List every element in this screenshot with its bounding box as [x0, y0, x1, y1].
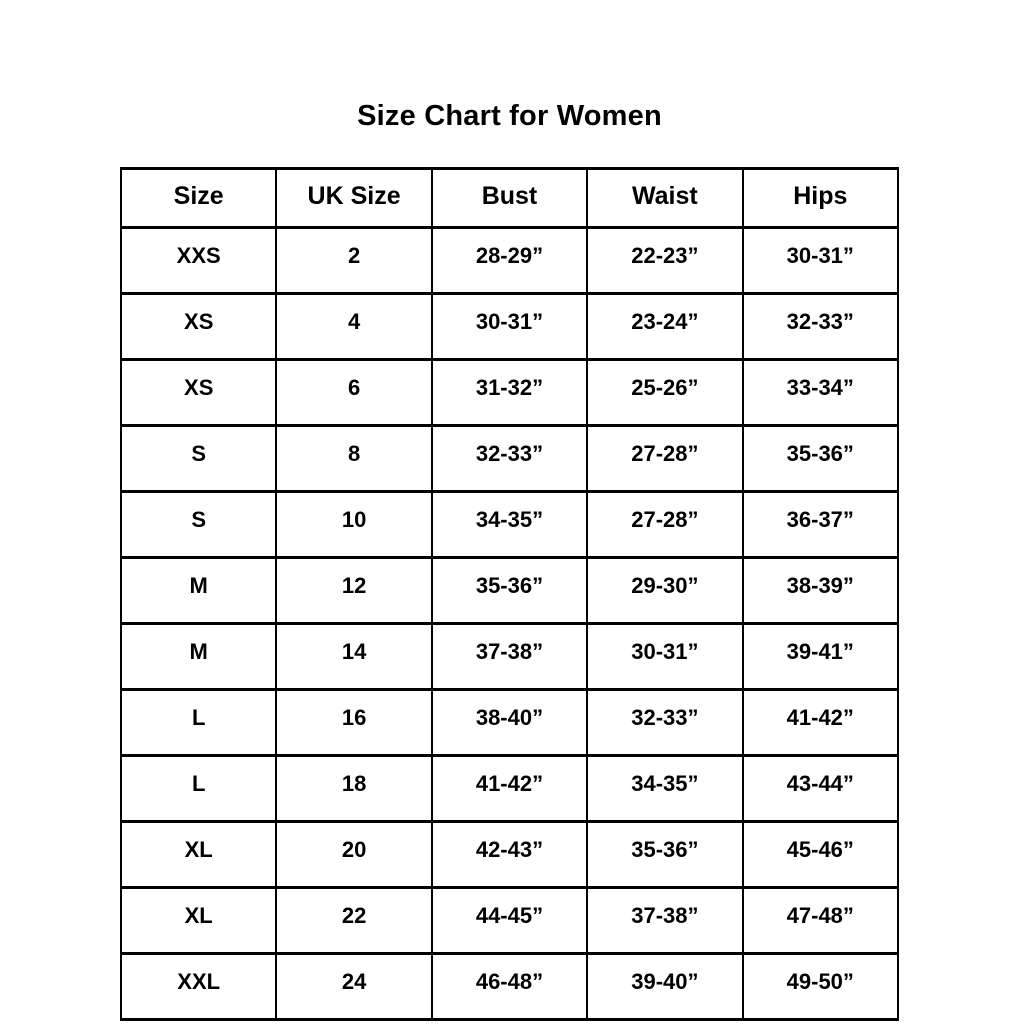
- column-header-bust: Bust: [432, 169, 587, 228]
- table-cell: 31-32”: [432, 360, 587, 426]
- page-title: Size Chart for Women: [357, 100, 662, 132]
- column-header-waist: Waist: [587, 169, 742, 228]
- table-cell: 38-39”: [743, 558, 898, 624]
- table-cell: 49-50”: [743, 954, 898, 1020]
- table-cell: 12: [276, 558, 431, 624]
- table-cell: 39-40”: [587, 954, 742, 1020]
- table-cell: 29-30”: [587, 558, 742, 624]
- table-cell: 38-40”: [432, 690, 587, 756]
- table-cell: 4: [276, 294, 431, 360]
- table-cell: 16: [276, 690, 431, 756]
- table-header: [121, 169, 898, 228]
- table-cell: 42-43”: [432, 822, 587, 888]
- table-row: [121, 360, 898, 426]
- table-row: [121, 624, 898, 690]
- table-cell: XL: [121, 822, 276, 888]
- table-cell: 27-28”: [587, 492, 742, 558]
- table-row: [121, 690, 898, 756]
- table-cell: L: [121, 756, 276, 822]
- table-cell: 35-36”: [432, 558, 587, 624]
- table-row: [121, 492, 898, 558]
- table-cell: S: [121, 426, 276, 492]
- table-cell: 46-48”: [432, 954, 587, 1020]
- table-cell: 35-36”: [587, 822, 742, 888]
- table-cell: M: [121, 558, 276, 624]
- table-cell: 27-28”: [587, 426, 742, 492]
- table-body: [121, 228, 898, 1020]
- table-cell: 37-38”: [587, 888, 742, 954]
- table-cell: 22: [276, 888, 431, 954]
- table-cell: 2: [276, 228, 431, 294]
- table-row: [121, 756, 898, 822]
- table-cell: 33-34”: [743, 360, 898, 426]
- table-cell: 41-42”: [743, 690, 898, 756]
- table-cell: 20: [276, 822, 431, 888]
- table-cell: XS: [121, 360, 276, 426]
- table-cell: 30-31”: [743, 228, 898, 294]
- table-cell: 8: [276, 426, 431, 492]
- table-row: [121, 822, 898, 888]
- table-cell: 36-37”: [743, 492, 898, 558]
- table-cell: 10: [276, 492, 431, 558]
- table-cell: 45-46”: [743, 822, 898, 888]
- table-cell: 32-33”: [587, 690, 742, 756]
- table-cell: 47-48”: [743, 888, 898, 954]
- table-cell: 34-35”: [432, 492, 587, 558]
- table-row: [121, 888, 898, 954]
- table-cell: XXS: [121, 228, 276, 294]
- table-cell: XL: [121, 888, 276, 954]
- table-cell: 24: [276, 954, 431, 1020]
- header-row: [121, 169, 898, 228]
- table-cell: 43-44”: [743, 756, 898, 822]
- column-header-size: Size: [121, 169, 276, 228]
- table-cell: 41-42”: [432, 756, 587, 822]
- table-cell: 30-31”: [432, 294, 587, 360]
- column-header-uk-size: UK Size: [276, 169, 431, 228]
- table-cell: 32-33”: [743, 294, 898, 360]
- table-row: [121, 228, 898, 294]
- column-header-hips: Hips: [743, 169, 898, 228]
- table-cell: 39-41”: [743, 624, 898, 690]
- table-cell: S: [121, 492, 276, 558]
- table-cell: 25-26”: [587, 360, 742, 426]
- table-cell: M: [121, 624, 276, 690]
- table-row: [121, 954, 898, 1020]
- table-row: [121, 294, 898, 360]
- table-cell: 28-29”: [432, 228, 587, 294]
- table-cell: L: [121, 690, 276, 756]
- table-cell: 14: [276, 624, 431, 690]
- table-cell: 34-35”: [587, 756, 742, 822]
- table-cell: 23-24”: [587, 294, 742, 360]
- table-cell: 35-36”: [743, 426, 898, 492]
- table-cell: 22-23”: [587, 228, 742, 294]
- table-cell: 6: [276, 360, 431, 426]
- table-row: [121, 558, 898, 624]
- table-cell: 37-38”: [432, 624, 587, 690]
- table-cell: 30-31”: [587, 624, 742, 690]
- table-cell: 32-33”: [432, 426, 587, 492]
- size-chart-table: [120, 167, 899, 1021]
- table-cell: XS: [121, 294, 276, 360]
- table-cell: XXL: [121, 954, 276, 1020]
- table-cell: 44-45”: [432, 888, 587, 954]
- table-row: [121, 426, 898, 492]
- table-cell: 18: [276, 756, 431, 822]
